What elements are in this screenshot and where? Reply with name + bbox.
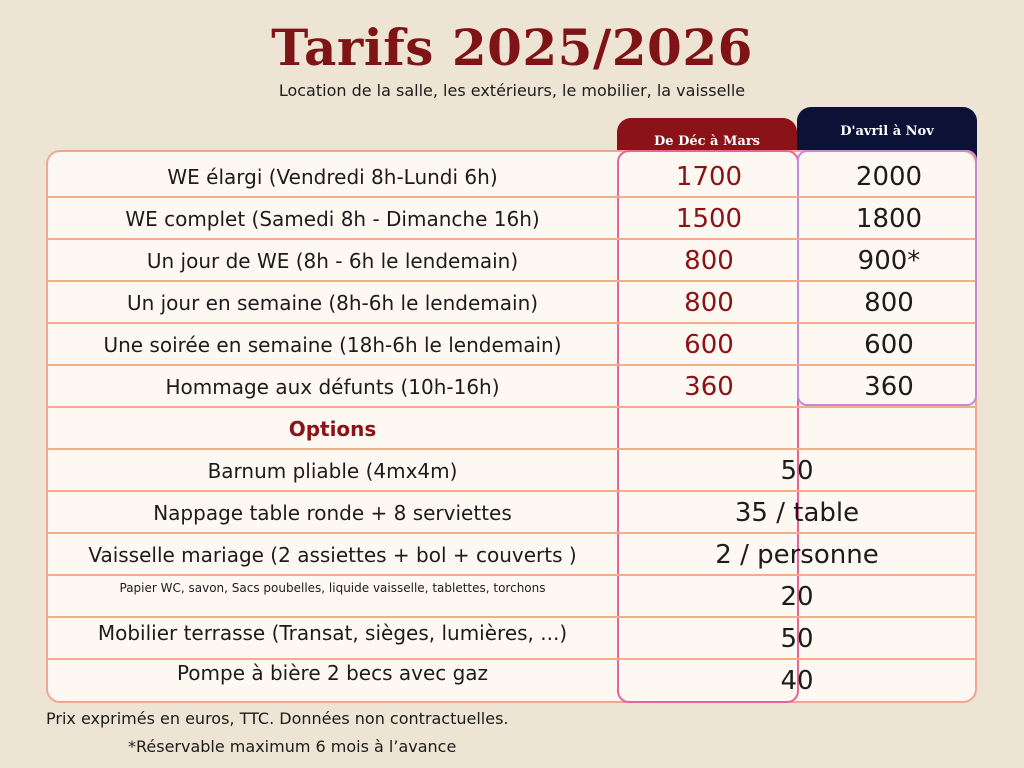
rate-price-dec-mars: 1700 <box>675 162 743 192</box>
option-label: Mobilier terrasse (Transat, sièges, lumières, ...) <box>97 621 568 645</box>
column-header-dec-mars: De Déc à Mars <box>617 118 797 166</box>
rate-price-dec-mars: 800 <box>684 246 734 276</box>
rate-label: Un jour de WE (8h - 6h le lendemain) <box>146 249 519 273</box>
option-label: Vaisselle mariage (2 assiettes + bol + couverts ) <box>88 543 577 567</box>
option-row <box>48 660 975 702</box>
rate-row <box>48 366 975 408</box>
rate-row <box>48 156 975 198</box>
rate-label: Hommage aux défunts (10h-16h) <box>165 375 500 399</box>
option-price: 20 <box>780 582 814 612</box>
option-price: 40 <box>780 666 814 696</box>
rate-price-dec-mars: 1500 <box>675 204 743 234</box>
rate-price-avril-nov: 1800 <box>855 204 923 234</box>
option-label: Barnum pliable (4mx4m) <box>207 459 458 483</box>
option-label: Papier WC, savon, Sacs poubelles, liquide vaisselle, tablettes, torchons <box>119 581 546 595</box>
rate-label: Une soirée en semaine (18h-6h le lendemain) <box>103 333 562 357</box>
option-price: 2 / personne <box>715 540 879 570</box>
page-title: Tarifs 2025/2026 <box>271 18 753 77</box>
rate-label: Un jour en semaine (8h-6h le lendemain) <box>126 291 539 315</box>
option-row <box>48 450 975 492</box>
column-header-avril-nov: D'avril à Nov <box>797 107 977 166</box>
rate-row <box>48 198 975 240</box>
rate-price-avril-nov: 360 <box>864 372 914 402</box>
footer-note-prices: Prix exprimés en euros, TTC. Données non contractuelles. <box>46 709 509 728</box>
option-price: 50 <box>780 456 814 486</box>
rate-row <box>48 240 975 282</box>
options-heading-row <box>48 408 975 450</box>
option-price: 35 / table <box>734 498 860 528</box>
rate-row <box>48 324 975 366</box>
rate-price-dec-mars: 600 <box>684 330 734 360</box>
rate-price-dec-mars: 800 <box>684 288 734 318</box>
option-row <box>48 492 975 534</box>
rate-price-avril-nov: 900* <box>857 246 921 276</box>
options-heading: Options <box>288 417 377 441</box>
footer-note-reservation: *Réservable maximum 6 mois à l’avance <box>128 737 457 756</box>
option-label: Pompe à bière 2 becs avec gaz <box>176 661 489 685</box>
rate-price-avril-nov: 2000 <box>855 162 923 192</box>
option-label: Nappage table ronde + 8 serviettes <box>153 501 512 525</box>
page-subtitle: Location de la salle, les extérieurs, le mobilier, la vaisselle <box>278 81 746 100</box>
rate-label: WE complet (Samedi 8h - Dimanche 16h) <box>125 207 540 231</box>
rate-price-avril-nov: 600 <box>864 330 914 360</box>
option-row <box>48 534 975 576</box>
rate-price-avril-nov: 800 <box>864 288 914 318</box>
option-price: 50 <box>780 624 814 654</box>
rate-row <box>48 282 975 324</box>
rate-price-dec-mars: 360 <box>684 372 734 402</box>
rate-label: WE élargi (Vendredi 8h-Lundi 6h) <box>167 165 498 189</box>
